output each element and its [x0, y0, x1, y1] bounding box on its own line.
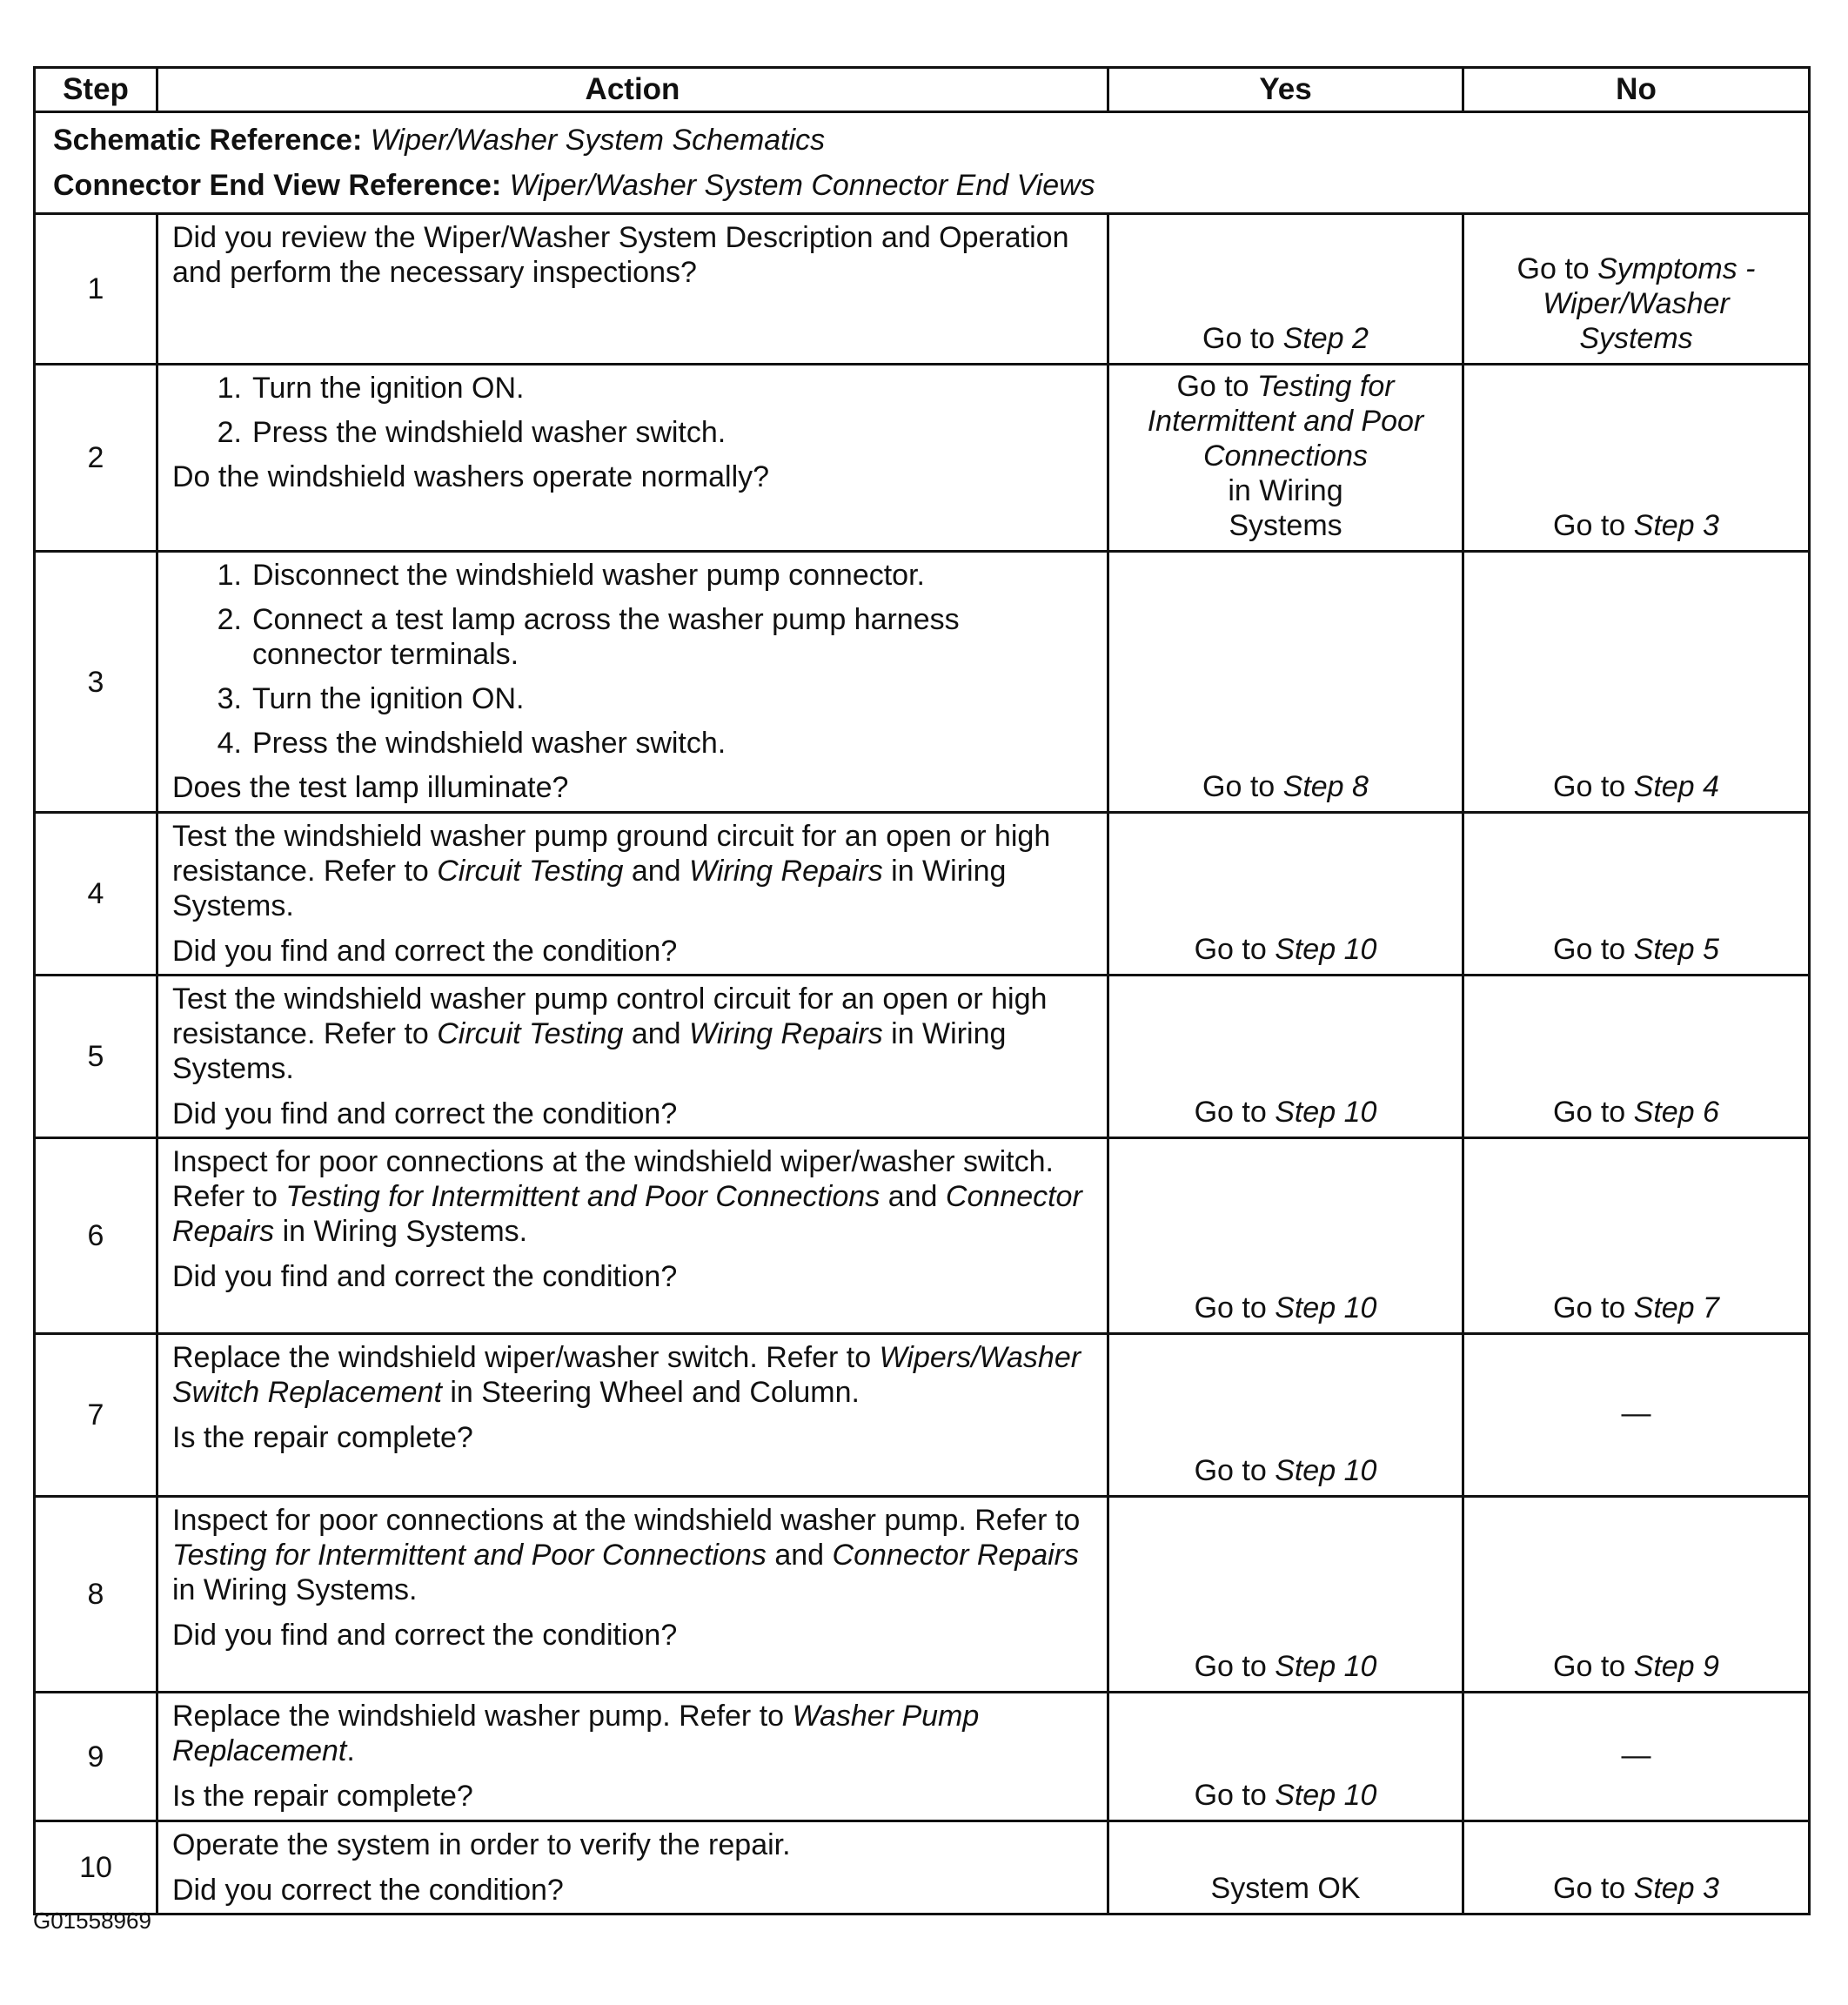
- step-action: [157, 1497, 1108, 1693]
- step-action: [157, 813, 1108, 976]
- yes-link[interactable]: Step 8: [1282, 770, 1369, 803]
- action-text: Inspect for poor connections at the windshield washer pump. Refer to Testing for Intermittent and Poor Connections and Connector Repairs in Wiring Systems.: [172, 1504, 1081, 1606]
- table-row: [35, 1693, 1810, 1821]
- no-link[interactable]: Step 6: [1633, 1096, 1719, 1129]
- no-cell: Go to Step 5: [1463, 813, 1810, 976]
- table-row: [35, 365, 1810, 552]
- action-question: Did you find and correct the condition?: [172, 1260, 678, 1293]
- yes-cell: Go to Step 10: [1108, 1693, 1463, 1821]
- yes-cell: Go to Step 8: [1108, 552, 1463, 813]
- no-link[interactable]: Step 3: [1633, 509, 1719, 542]
- yes-cell: Go to Testing for Intermittent and Poor Connections in Wiring Systems: [1108, 365, 1463, 552]
- step-number: 10: [35, 1821, 157, 1914]
- action-question: Did you correct the condition?: [172, 1874, 564, 1907]
- connector-reference-label: Connector End View Reference:: [53, 169, 502, 202]
- table-row: [35, 1497, 1810, 1693]
- yes-link[interactable]: Testing for: [1257, 370, 1395, 403]
- step-action: [157, 365, 1108, 552]
- header-row: [35, 68, 1810, 112]
- yes-result: System OK: [1210, 1872, 1361, 1905]
- reference-link[interactable]: Circuit Testing: [437, 855, 624, 888]
- yes-link[interactable]: Step 10: [1275, 933, 1377, 966]
- connector-reference: [53, 164, 1791, 209]
- step-number: 3: [35, 552, 157, 813]
- list-item: 1. Disconnect the windshield washer pump connector.: [217, 559, 925, 592]
- no-cell: Go to Step 7: [1463, 1138, 1810, 1334]
- action-question: Is the repair complete?: [172, 1780, 473, 1813]
- reference-link[interactable]: Wiring Repairs: [689, 1017, 883, 1050]
- no-link[interactable]: Step 7: [1633, 1291, 1719, 1324]
- step-number: 7: [35, 1334, 157, 1497]
- no-dash: —: [1621, 1397, 1651, 1430]
- step-action: [157, 1821, 1108, 1914]
- yes-cell: Go to Step 10: [1108, 1334, 1463, 1497]
- yes-cell: [1108, 1821, 1463, 1914]
- action-text: Operate the system in order to verify the repair.: [172, 1828, 791, 1861]
- step-action: [157, 552, 1108, 813]
- action-text: Inspect for poor connections at the windshield wiper/washer switch. Refer to Testing for Intermittent and Poor Connections and Connector Repairs in Wiring Systems.: [172, 1145, 1082, 1248]
- yes-link[interactable]: Step 10: [1275, 1096, 1377, 1129]
- header-action: Action: [157, 68, 1108, 112]
- header-yes: Yes: [1108, 68, 1463, 112]
- reference-link[interactable]: Wipers/Washer Switch Replacement: [172, 1341, 1081, 1409]
- step-action: [157, 214, 1108, 365]
- table-row: [35, 1334, 1810, 1497]
- action-question: Did you find and correct the condition?: [172, 1097, 678, 1130]
- schematic-reference: [53, 118, 1791, 164]
- no-dash: —: [1621, 1738, 1651, 1772]
- header-step: Step: [35, 68, 157, 112]
- schematic-reference-link[interactable]: Wiper/Washer System Schematics: [370, 124, 826, 157]
- no-link[interactable]: Symptoms -: [1597, 252, 1756, 285]
- yes-cell: Go to Step 2: [1108, 214, 1463, 365]
- no-cell: Go to Step 3: [1463, 365, 1810, 552]
- table-row: [35, 552, 1810, 813]
- diagnostic-table: [33, 66, 1811, 1915]
- step-action: [157, 1693, 1108, 1821]
- yes-link[interactable]: Step 10: [1275, 1650, 1377, 1683]
- yes-link[interactable]: Connections: [1202, 439, 1368, 473]
- list-item: 3. Turn the ignition ON.: [217, 682, 525, 715]
- schematic-reference-label: Schematic Reference:: [53, 124, 363, 157]
- table-row: [35, 813, 1810, 976]
- no-cell: Go to Step 9: [1463, 1497, 1810, 1693]
- yes-cell: Go to Step 10: [1108, 1497, 1463, 1693]
- step-number: 2: [35, 365, 157, 552]
- reference-link[interactable]: Washer Pump Replacement: [172, 1700, 980, 1767]
- step-number: 5: [35, 976, 157, 1138]
- no-cell: Go to Step 4: [1463, 552, 1810, 813]
- table-row: [35, 1138, 1810, 1334]
- connector-reference-link[interactable]: Wiper/Washer System Connector End Views: [509, 169, 1095, 202]
- no-cell: [1463, 1693, 1810, 1821]
- yes-link[interactable]: Step 10: [1275, 1779, 1377, 1812]
- no-link[interactable]: Systems: [1579, 322, 1693, 355]
- table-row: [35, 1821, 1810, 1914]
- action-question: Does the test lamp illuminate?: [172, 771, 569, 804]
- reference-link[interactable]: Testing for Intermittent and Poor Connections: [172, 1539, 767, 1572]
- yes-link[interactable]: Step 2: [1282, 322, 1369, 355]
- list-item: 1. Turn the ignition ON.: [217, 372, 525, 405]
- no-link[interactable]: Step 5: [1633, 933, 1719, 966]
- no-link[interactable]: Step 9: [1633, 1650, 1719, 1683]
- action-question: Is the repair complete?: [172, 1421, 473, 1454]
- reference-link[interactable]: Circuit Testing: [437, 1017, 624, 1050]
- reference-link[interactable]: Testing for Intermittent and Poor Connections: [285, 1180, 880, 1213]
- yes-cell: Go to Step 10: [1108, 1138, 1463, 1334]
- no-link[interactable]: Wiper/Washer: [1543, 287, 1730, 320]
- header-no: No: [1463, 68, 1810, 112]
- no-link[interactable]: Step 4: [1633, 770, 1719, 803]
- step-number: 9: [35, 1693, 157, 1821]
- action-question: Did you find and correct the condition?: [172, 935, 678, 968]
- reference-link[interactable]: Connector Repairs: [172, 1180, 1082, 1248]
- reference-link[interactable]: Wiring Repairs: [689, 855, 883, 888]
- yes-cell: Go to Step 10: [1108, 813, 1463, 976]
- step-action: [157, 976, 1108, 1138]
- step-action: [157, 1334, 1108, 1497]
- table-row: [35, 214, 1810, 365]
- step-number: 6: [35, 1138, 157, 1334]
- no-cell: Go to Step 3: [1463, 1821, 1810, 1914]
- action-text: Did you review the Wiper/Washer System Description and Operation and perform the necessary inspections?: [172, 221, 1069, 289]
- action-text: Replace the windshield washer pump. Refer to Washer Pump Replacement.: [172, 1700, 980, 1767]
- step-number: 8: [35, 1497, 157, 1693]
- no-cell: Go to Symptoms - Wiper/Washer Systems: [1463, 214, 1810, 365]
- list-item: 2. Press the windshield washer switch.: [217, 416, 726, 449]
- action-text: Replace the windshield wiper/washer switch. Refer to Wipers/Washer Switch Replacement in Steering Wheel and Column.: [172, 1341, 1081, 1409]
- no-link[interactable]: Step 3: [1633, 1872, 1719, 1905]
- step-action: [157, 1138, 1108, 1334]
- step-number: 1: [35, 214, 157, 365]
- yes-link[interactable]: Step 10: [1275, 1291, 1377, 1324]
- no-cell: Go to Step 6: [1463, 976, 1810, 1138]
- action-question: Did you find and correct the condition?: [172, 1619, 678, 1652]
- step-number: 4: [35, 813, 157, 976]
- reference-link[interactable]: Connector Repairs: [832, 1539, 1080, 1572]
- yes-cell: Go to Step 10: [1108, 976, 1463, 1138]
- yes-link[interactable]: Intermittent and Poor: [1147, 405, 1424, 438]
- list-item: 4. Press the windshield washer switch.: [217, 727, 726, 760]
- reference-row: [35, 112, 1810, 214]
- list-item: 2. Connect a test lamp across the washer pump harness connector terminals.: [217, 603, 960, 671]
- action-text: Test the windshield washer pump control circuit for an open or high resistance. Refer to Circuit Testing and Wiring Repairs in Wiring Systems.: [172, 982, 1048, 1085]
- no-cell: [1463, 1334, 1810, 1497]
- reference-cell: [35, 112, 1810, 214]
- table-row: [35, 976, 1810, 1138]
- action-text: Test the windshield washer pump ground circuit for an open or high resistance. Refer to Circuit Testing and Wiring Repairs in Wiring Systems.: [172, 820, 1051, 922]
- action-question: Do the windshield washers operate normally?: [172, 460, 770, 493]
- yes-link[interactable]: Step 10: [1275, 1454, 1377, 1487]
- figure-id: G01558969: [33, 1908, 151, 1934]
